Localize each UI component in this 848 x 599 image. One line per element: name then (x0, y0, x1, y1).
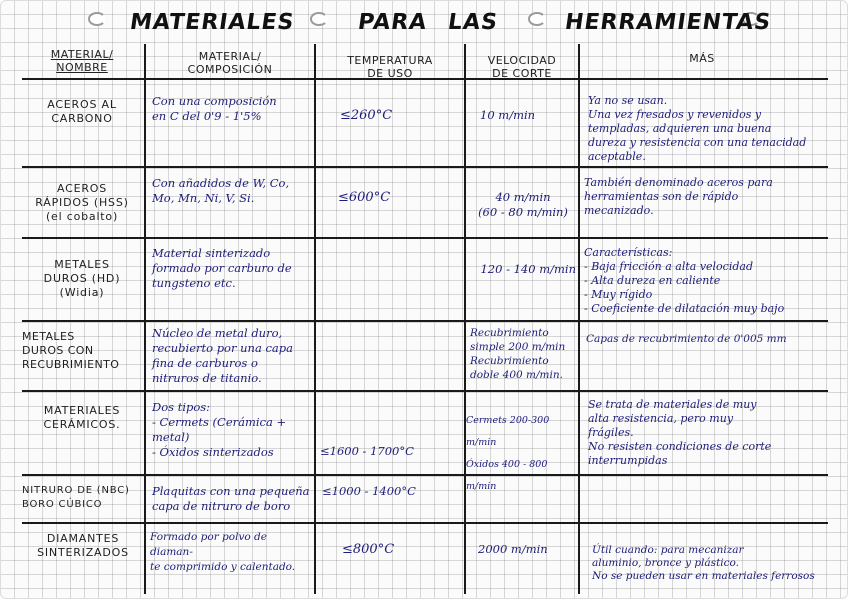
row-divider (22, 522, 828, 524)
material-notes: Útil cuando: para mecanizar aluminio, bronce y plástico. No se pueden usar en materiales ferrosos (592, 544, 815, 582)
binder-hole (528, 12, 546, 26)
row-divider (22, 237, 828, 239)
material-temperature: ≤800°C (342, 542, 395, 557)
material-name: MATERIALES CERÁMICOS. (43, 404, 121, 431)
title-word: HERRAMIENTAS (563, 10, 773, 35)
material-speed: Recubrimiento simple 200 m/min Recubrimiento doble 400 m/min. (470, 327, 566, 381)
column-divider (314, 44, 316, 594)
material-temperature: ≤260°C (340, 108, 393, 123)
material-name: METALES DUROS (HD) (Widia) (43, 258, 121, 299)
material-name: ACEROS RÁPIDOS (HSS) (el cobalto) (35, 182, 129, 223)
title-word: MATERIALES (128, 10, 297, 35)
title-word: PARA (356, 10, 429, 35)
header-name: MATERIAL/ NOMBRE (50, 48, 114, 74)
material-speed: 2000 m/min (478, 542, 548, 556)
material-speed: 120 - 140 m/min (480, 262, 576, 276)
material-notes: También denominado aceros para herramientas son de rápido mecanizado. (584, 176, 773, 217)
material-notes: Se trata de materiales de muy alta resistencia, pero muy frágiles. No resisten condiciones de corte interrumpidas (588, 398, 772, 467)
column-divider (144, 44, 146, 594)
row-divider (22, 320, 828, 322)
material-composition: Con añadidos de W, Co, Mo, Mn, Ni, V, Si. (152, 176, 290, 205)
title-word: LAS (446, 10, 500, 35)
material-composition: Formado por polvo de diaman- te comprimido y calentado. (150, 531, 296, 573)
material-notes: Ya no se usan. Una vez fresados y revenidos y templadas, adquieren una buena dureza y resistencia con una tenacidad aceptable. (588, 94, 807, 163)
material-speed: 10 m/min (480, 108, 536, 122)
row-divider (22, 166, 828, 168)
row-divider (22, 474, 828, 476)
material-composition: Plaquitas con una pequeña capa de nitruro de boro (152, 484, 310, 513)
material-speed: Cermets 200-300 m/min Óxidos 400 - 800 m/min (466, 415, 550, 492)
header-more: MÁS (689, 52, 715, 65)
material-name: NITRURO DE (NBC) BORO CÚBICO (22, 485, 130, 510)
material-name: ACEROS AL CARBONO (47, 98, 117, 125)
material-notes: Características: - Baja fricción a alta velocidad - Alta dureza en caliente - Muy rígido - Coeficiente de dilatación muy bajo (584, 246, 785, 315)
material-notes: Capas de recubrimiento de 0'005 mm (586, 333, 787, 345)
material-composition: Con una composición en C del 0'9 - 1'5% (152, 94, 277, 123)
column-divider (464, 44, 466, 594)
header-temperature: TEMPERATURA DE USO (347, 54, 433, 80)
material-composition: Núcleo de metal duro, recubierto por una capa fina de carburos o nitruros de titanio. (152, 326, 293, 385)
material-name: METALES DUROS CON RECUBRIMIENTO (22, 330, 120, 371)
material-temperature: ≤1600 - 1700°C (320, 444, 414, 458)
binder-hole (88, 12, 106, 26)
material-composition: Material sinterizado formado por carburo de tungsteno etc. (152, 246, 292, 290)
row-divider (22, 390, 828, 392)
material-name: DIAMANTES SINTERIZADOS (37, 532, 129, 559)
binder-hole (310, 12, 328, 26)
header-speed: VELOCIDAD DE CORTE (487, 54, 557, 80)
material-composition: Dos tipos: - Cermets (Cerámica + metal) - Óxidos sinterizados (152, 400, 287, 459)
material-temperature: ≤600°C (338, 190, 391, 205)
column-divider (578, 44, 580, 594)
header-composition: MATERIAL/ COMPOSICIÓN (187, 50, 273, 76)
material-speed: 40 m/min (60 - 80 m/min) (478, 190, 568, 219)
material-temperature: ≤1000 - 1400°C (322, 484, 416, 498)
